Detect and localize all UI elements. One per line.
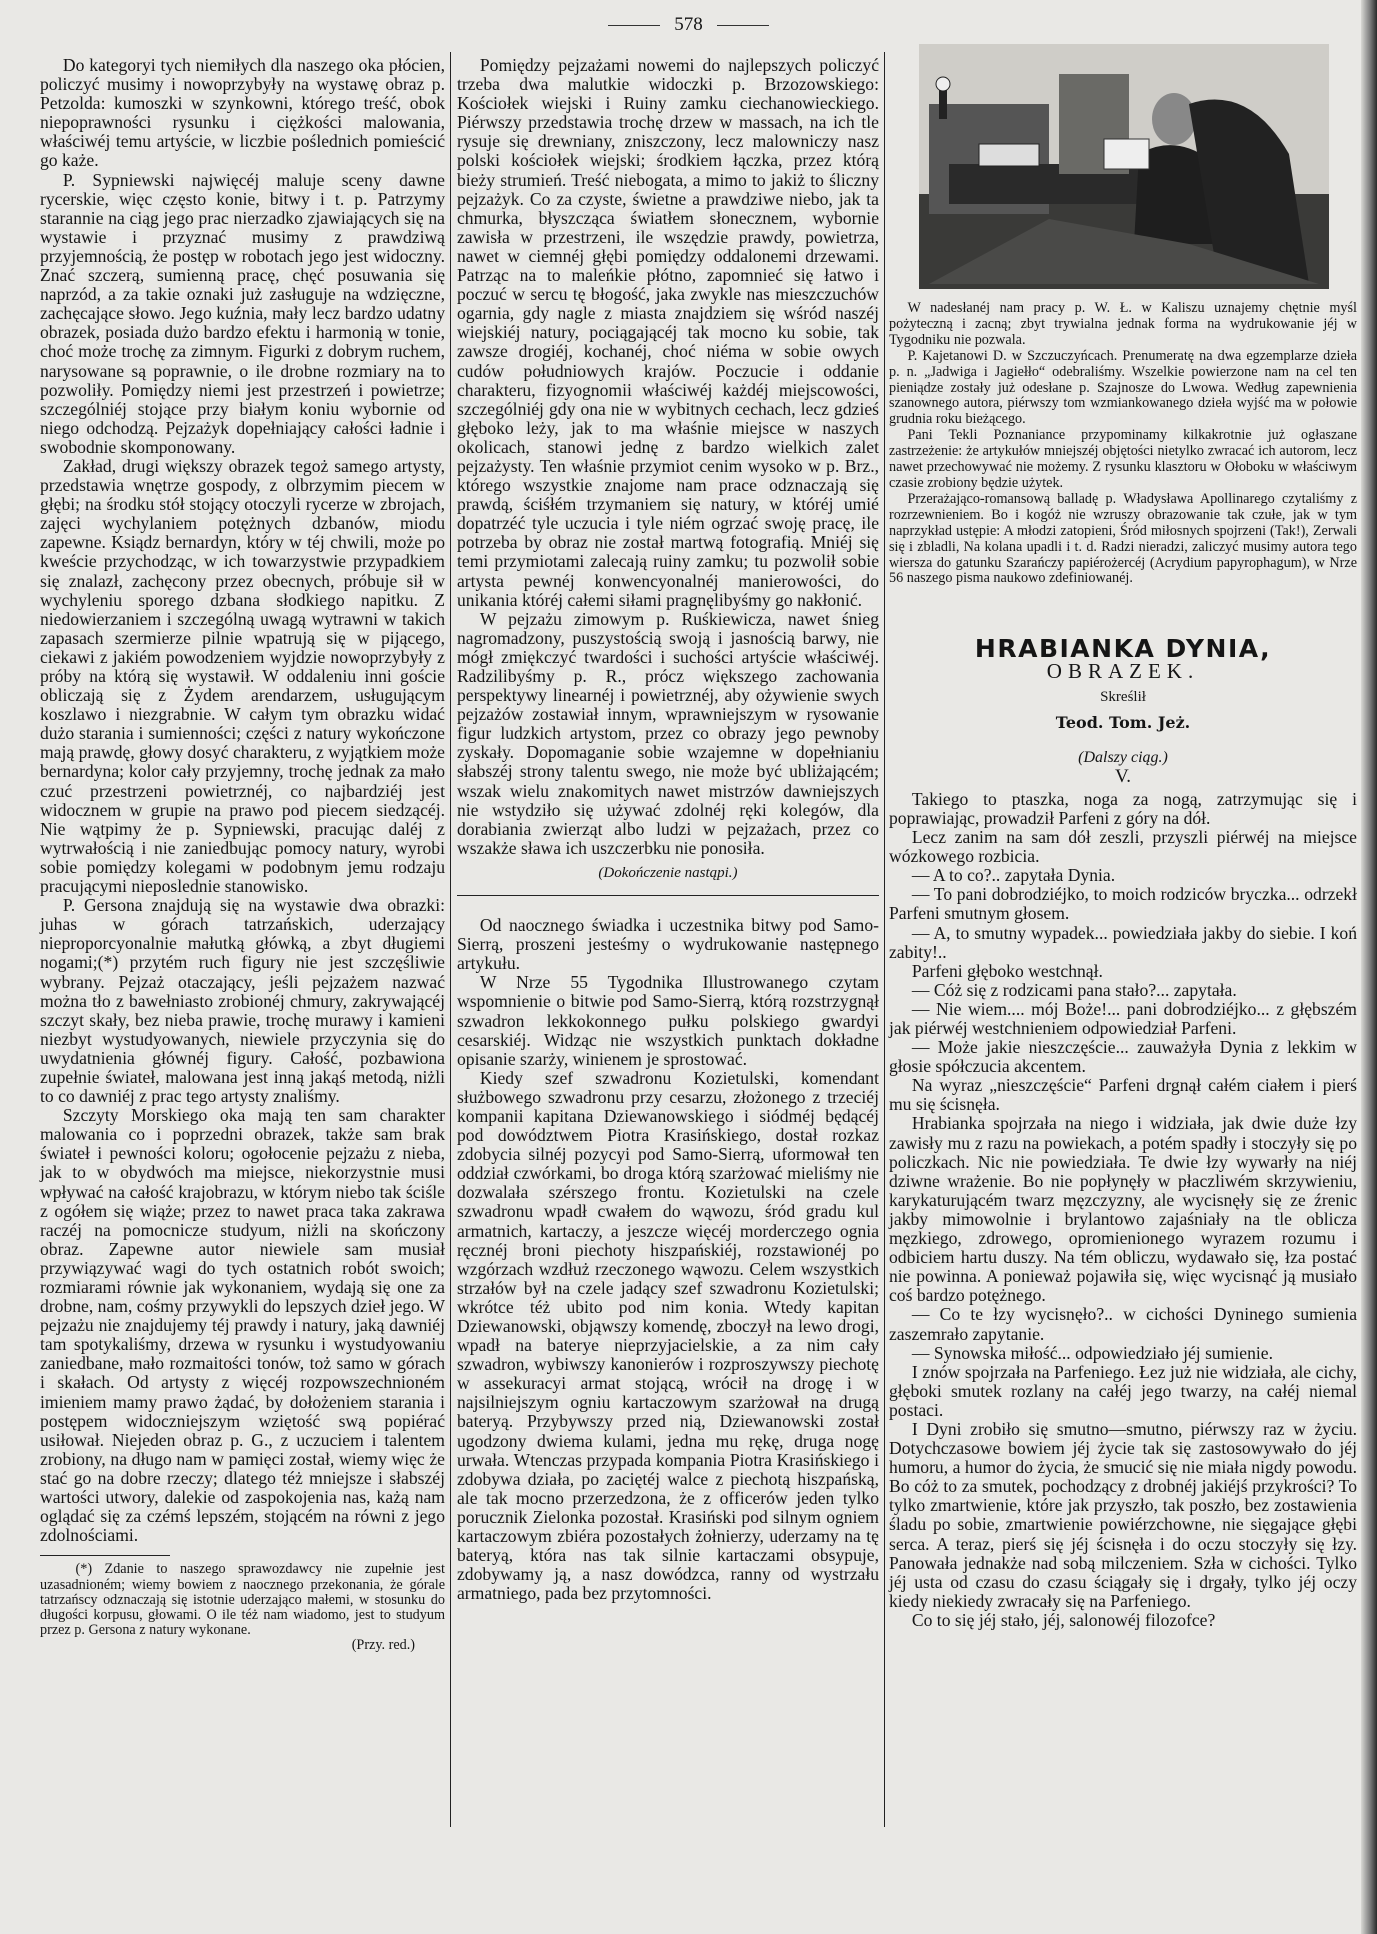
paragraph: Takiego to ptaszka, noga za nogą, zatrzymując się i poprawiając, prowadził Parfeni z góry na dół.	[889, 788, 1357, 828]
paragraph: W pejzażu zimowym p. Ruśkiewicza, nawet śnieg nagromadzony, puszystością swoją i jasnością barwy, nie mógł zmiękczyć twardości i suchości artyście właściwéj. Radzilibyśmy p. R., prócz większego zachowania perspektywy linearnéj i powietrznéj, aby ożywienie swych pejzażów zostawiał innym, wprawniejszym w rysowanie figur ludzkich artystom, przez co obrazy jego pewnoby zyskały. Dopomaganie sobie wzajemne w dopełnianiu słabszéj strony talentu swego, nie może być ubliżającém; wszak wielu znakomitych nawet mistrzów dawniejszych nie wstydziło się używać zdolnéj ręki kolegów, dla dorabiania zwierząt albo ludzi w pejzażach, przez co wszakże sława ich uszczerbku nie ponosiła.	[457, 608, 879, 858]
paragraph: Zakład, drugi większy obrazek tegoż samego artysty, przedstawia wnętrze gospody, z olbrzymim piecem w głębi; na środku stół stojący otoczyli rycerze w zbrojach, zajęci wychylaniem potężnych dzbanów, miodu zapewne. Ksiądz bernardyn, który w téj chwili, może po kweście przychodząc, w ich towarzystwie przypadkiem się znalazł, zachęcony przez obecnych, próbuje sił w wychyleniu sporego dzbana słodkiego napitku. Z niedowierzaniem i szczególną uwagą wytrawni w takich zapasach szermierze pilnie wpatrują się w pijącego, ciekawi z jakiém powodzeniem wyjdzie nowoprzybyły z próby na którą się wystawił. W oddaleniu inni goście obliczają się z Żydem arendarzem, usługującym koszlawo i niezgrabnie. W całym tym obrazku widać dużo starania i sumienności; części z natury wykończone mają prawdę, głowy dosyć charakteru, z wyjątkiem może bernardyna; kolor cały przyjemny, trochę jednak za mało czuć przestrzeni powietrznéj, co najbardziéj jest widocznem w grupie na prawo pod piecem siedzącéj. Nie wątpimy że p. Sypniewski, pracując daléj z wytrwałością i nie zaniedbując pomocy natury, wyrobi sobie pomiędzy kolegami w podobnym jemu rodzaju pracującymi nieposlednie stanowisko.	[40, 455, 445, 897]
paragraph: Hrabianka spojrzała na niego i widziała, jak dwie duże łzy zawisły mu z razu na powiekach, a potém spadły i stoczyły się po policzkach. Nic nie powiedziała. Te dwie łzy wywarły na niéj dziwne wrażenie. Bo nie popłynęły w płaczliwém skrzywieniu, karykaturującém twarz męzczyzny, ale wycisnęły się ze źrenic jakby mimowolnie i brylantowo zajaśniały na tle oblicza męzkiego, zdrowego, opromienionego wyrazem rozumu i odbiciem hartu duszy. Na tém obliczu, wydawało się, łza postać nie powinna. A ponieważ pojawiła się, więc wycisnąć ją musiało coś bardzo potężnego.	[889, 1113, 1357, 1306]
footnote-rule	[40, 1555, 170, 1556]
paragraph: Lecz zanim na sam dół zeszli, przyszli piérwéj na miejsce wózkowego rozbicia.	[889, 827, 1357, 867]
scholar-at-desk-engraving	[889, 44, 1357, 289]
paragraph: — A, to smutny wypadek... powiedziała jakby do siebie. I koń zabity!..	[889, 922, 1357, 962]
engraving-illustration	[889, 44, 1357, 289]
paragraph: — Nie wiem.... mój Boże!... pani dobrodziéjko... z głębszém jak piérwéj westchnieniem odpowiedział Parfeni.	[889, 998, 1357, 1038]
paragraph: Do kategoryi tych niemiłych dla naszego oka płócien, policzyć musimy i nowoprzybyły na wystawę obraz p. Petzolda: kumoszki w szynkowni, którego treść, obok niepoprawności rysunku i ciężkości malowania, właściwéj temu artyście, w liczbie poślednich pomieścić go każe.	[40, 55, 445, 171]
column-divider	[884, 52, 885, 1827]
art-review-text	[40, 56, 445, 1545]
paragraph: Parfeni głęboko westchnął.	[911, 960, 1103, 981]
story-continued: (Dalszy ciąg.)	[1078, 748, 1168, 766]
footnote	[40, 1562, 445, 1653]
paragraph: I znów spojrzała na Parfeniego. Łez już nie widziała, ale cichy, głęboki smutek rozlany na całéj jego twarzy, na całéj niemal postaci.	[889, 1361, 1357, 1420]
story-author: Teod. Tom. Jeż.	[1055, 712, 1191, 732]
page-number: 578	[0, 14, 1377, 36]
footnote-signature: (Przy. red.)	[351, 1637, 415, 1654]
art-review-continued	[457, 56, 879, 858]
story-byline: Skreślił	[1100, 688, 1146, 705]
paragraph: — A to co?.. zapytała Dynia.	[911, 865, 1116, 886]
paragraph: P. Gersona znajdują się na wystawie dwa obrazki: juhas w górach tatrzańskich, uderzający nieproporcyonalnie małutką główką, a zbyt długiemi nogami;(*) przytém ruch figury nie jest szczęśliwie wybrany. Pejzaż otaczający, jeśli pejzażem nazwać można tło z bawełniasto zrobionéj chmury, zakrywającéj szczyt skały, bez nieba prawie, trochę murawy i kamieni niezbyt wystudyowanych, niewiele przyczynia się do uwydatnienia głównéj figury. Całość, pozbawiona zupełnie świateł, malowana jest inną jakąś metodą, niżli to co dawniéj z prac tego artysty znaliśmy.	[40, 895, 445, 1107]
paragraph: — Co te łzy wycisnęło?.. w cichości Dyninego sumienia zaszemrało zapytanie.	[889, 1304, 1357, 1344]
paragraph: P. Kajetanowi D. w Szczuczyńcach. Prenumeratę na dwa egzemplarze dzieła p. n. „Jadwiga i Jagiełło“ odebraliśmy. Wszelkie powierzone nam na cel ten pieniądze zostały już odesłane p. Szajnosze do Lwowa. Według zapewnienia szanownego autora, piérwszy tom wzmiankowanego dzieła wyjść ma w połowie grudnia roku bieżącego.	[889, 347, 1357, 428]
section-rule	[457, 895, 879, 896]
paragraph: W nadesłanéj nam pracy p. W. Ł. w Kaliszu uznajemy chętnie myśl pożyteczną i zacną; zbyt trywialna jednak forma na wydrukowanie jéj w Tygodniku nie pozwala.	[889, 300, 1357, 348]
paragraph: Co to się jéj stało, jéj, salonowéj filozofce?	[911, 1609, 1216, 1630]
paragraph: Od naocznego świadka i uczestnika bitwy pod Samo-Sierrą, proszeni jesteśmy o wydrukowanie następnego artykułu.	[457, 915, 879, 974]
editorial-correspondence	[889, 301, 1357, 587]
paragraph: Przerażająco-romansową balladę p. Władysława Apollinarego czytaliśmy z rozrzewnieniem. Bo i kogóż nie wzruszy obrazowanie tak czułe, jak w tym naprzykład ustępie: A młodzi zatopieni, Śród miłosnych spojrzeni (Tak!), Zerwali się i zbladli, Na kolana upadli i t. d. Radzi nieradzi, zaliczyć musimy autora tego wiersza do gatunku Szarańczy papiérożercéj (Acrydium papyrophagum), w Nrze 56 naszego pisma naukowo zdefiniowanéj.	[889, 490, 1357, 587]
paragraph: W Nrze 55 Tygodnika Illustrowanego czytam wspomnienie o bitwie pod Samo-Sierrą, którą rozstrzygnął szwadron lekkokonnego pułku polskiego gwardyi cesarskiéj. Widząc nie wszystkich punktach dokładne opisanie szarży, winienem je sprostować.	[457, 972, 879, 1069]
paragraph: — Synowska miłość... odpowiedziało jéj sumienie.	[911, 1342, 1273, 1363]
paragraph: P. Sypniewski najwięcéj maluje sceny dawne rycerskie, więc często konie, bitwy i t. p. Patrzymy starannie na ciąg jego prac nierzadko zjawiających się na wystawie i przyznać musimy z prawdziwą przyjemnością, że postęp w robotach jego jest widoczny. Znać szczerą, sumienną pracę, chęć posuwania się naprzód, a za takie oznaki już zasługuje na wdzięczne, zachęcające słowo. Jego kuźnia, mały lecz bardzo udatny obrazek, posiada dużo bardzo efektu i harmonią w tonie, choć może trochę za zimnym. Figurki z dobrym ruchem, narysowane są poprawnie, o ile drobne rozmiary na to pozwoliły. Pomiędzy niemi jest przestrzeń i powietrze; szczególniéj stojące przy białym koniu wybornie od niego odchodzą. Pejzażyk dopełniający całości ładnie i swobodnie skomponowany.	[40, 169, 445, 457]
column-1	[40, 56, 445, 1654]
paragraph: Kiedy szef szwadronu Kozietulski, komendant służbowego szwadronu przy cesarzu, złożonego z trzeciéj kompanii kapitana Dziewanowskiego i siódméj będącéj pod dowództwem Piotra Krasińskiego, dostał rozkaz zdobycia silnéj pozycyi pod Samo-Sierrą, uformował ten oddział czwórkami, bo droga którą szarżować mieliśmy nie dozwalała szérszego frontu. Kozietulski na czele szwadronu wpadł cwałem do wąwozu, śród gradu kul armatnich, kartaczy, a jeszcze więcéj morderczego ognia ręcznéj broni piechoty hiszpańskiéj, rozstawionéj po wzgórzach wzdłuż rzeczonego wąwozu. Celem wszystkich strzałów był na czele jadący szef szwadronu Kozietulski; wkrótce téż ubito pod nim konia. Wtedy kapitan Dziewanowski, objąwszy komendę, zboczył na lewo drogi, wpadł na baterye nieprzyjacielskie, a za nim cały szwadron, wybiwszy kanonierów i rozproszywszy piechotę w assekuracyi armat stojącą, wrócił na drogę i w najsilniejszym ogniu kartaczowym szarżował na drugą bateryą. Przybywszy przed nią, Dziewanowski został ugodzony dwiema kulami, jedna mu rękę, druga nogę urwała. Wtenczas przypada kompania Piotra Krasińskiego i zdobywa działa, po zaciętéj walce z piechotą hiszpańską, ale tak mocno przerzedzona, że z officerów jeden tylko porucznik Zielonka pozostał. Krasiński pod silnym ogniem kartaczowym zbiéra pozostałych żołnierzy, uderzamy na tę bateryą, która nas tak silnie kartaczami obsypuje, zdobywamy ją, a nasz dowódzca, ranny od wystrzału armatniego, pada bez przytomności.	[457, 1067, 879, 1604]
paragraph: Szczyty Morskiego oka mają ten sam charakter malowania co i poprzedni obrazek, także sam brak świateł i pewności koloru; ogołocenie pejzażu z nieba, jak to w obydwóch ma miejsce, niekorzystnie musi wpływać na całość krajobrazu, w którym niebo tak ściśle z ogółem się wiąże; przez to nawet praca taka zakrawa raczéj na pomocnicze studyum, niżli na skończony obraz. Zapewne autor niewiele sam musiał przywiązywać wagi do tych ostatnich robót swoich; rozmiarami równie jak wykonaniem, wydają się one za drobne, nam, cośmy przywykli do lepszych dzieł jego. W pejzażu nie znajdujemy téj prawdy i natury, jaką dawniéj tam spotykaliśmy, drzewa w rysunku i wystudyowaniu zaniedbane, mało rozmaitości tonów, toż samo w górach i skałach. Od artysty z więcéj rozpowszechnioném imieniem mamy prawo żądać, by dołożeniem starania i postępem widoczniejszym wziętość swą popiérać usiłował. Niejeden obraz p. G., z uczuciem i talentem zrobiony, na długo nam w pamięci został, wiemy więc że stać go na dobre rzeczy; dlatego téż mniejsze i słabszéj wartości utwory, dalekie od zaspokojenia nas, każą nam oglądać się za czémś lepszém, stojącém na równi z jego zdolnościami.	[40, 1105, 445, 1546]
paragraph: — To pani dobrodziéjko, to moich rodziców bryczka... odrzekł Parfeni smutnym głosem.	[889, 884, 1357, 924]
story-text	[889, 790, 1357, 1630]
to-be-continued: (Dokończenie nastąpi.)	[598, 864, 738, 881]
column-2	[457, 56, 879, 1603]
paragraph: Pani Tekli Poznaniance przypominamy kilkakrotnie już ogłaszane zastrzeżenie: że artykułów mniejszéj objętości nietylko zwracać ich autorom, lecz nawet przechowywać nie możemy. Z rysunku klasztoru w Ołoboku w właściwym czasie zrobiony będzie użytek.	[889, 427, 1357, 491]
paragraph: — Cóż się z rodzicami pana stało?... zapytała.	[911, 979, 1237, 1000]
samosierra-article	[457, 916, 879, 1603]
story-subtitle: OBRAZEK.	[1046, 659, 1200, 684]
paragraph: I Dyni zrobiło się smutno—smutno, piérwszy raz w życiu. Dotychczasowe bowiem jéj życie tak się zastosowywało do jéj humoru, a humor do życia, że smucić się nie miała nigdy powodu. Bo cóż to za smutek, pochodzący z drobnéj jakiéjś przykrości? To tylko zmartwienie, które jak przyszło, tak poszło, bez zostawienia śladu po sobie, zmartwienie powiérzchowne, nie sięgające głębi serca. A teraz, pierś się jéj ścisnęła i do oczu stoczyły się łzy. Panowała jednakże nad sobą milczeniem. Szła w cichości. Tylko jéj usta od czasu do czasu ściągały się i drgały, tylko jéj oczy kiedy niekiedy zwracały się na Parfeniego.	[889, 1418, 1357, 1611]
paragraph: Pomiędzy pejzażami nowemi do najlepszych policzyć trzeba dwa malutkie widoczki p. Brzozowskiego: Kościołek wiejski i Ruiny zamku ciechanowieckiego. Piérwszy przedstawia trochę drzew w massach, na ich tle rysuje się drewniany, zniszczony, lecz malowniczy nasz polski kościołek wiejski; środkiem łączka, przez którą bieży strumień. Treść niebogata, a mimo to jakiż to śliczny pejzażyk. Co za czyste, świetne a prawdziwe niebo, jak ta chmurka, błyszcząca światłem słonecznem, wybornie zawisła w przestrzeni, ile wszędzie prawdy, powietrza, nawet w ciemnéj głębi pomiędzy oddalonemi drzewami. Patrząc na to maleńkie płótno, zapomnieć się łatwo i poczuć w sercu tę błogość, jaka zwykle nas mieszczuchów ogarnia, gdy nagle z miasta znajdziem się wśród naszéj wiejskiéj natury, pociągającéj tak mocno ku sobie, tak zawsze drogiéj, kochanéj, choć niéma w sobie owych cudów południowych krajów. Poczucie i oddanie charakteru, fizyognomii właściwéj każdéj miejscowości, szczególniéj gdy ona nie w wybitnych cechach, lecz gdzieś głęboko leży, jak to ma właśnie miejsce w naszych okolicach, stanowi jednę z bardzo wielkich zalet pejzażysty. Ten właśnie przymiot cenim wysoko w p. Brz., którego wszystkie znajome nam prace odznaczają się prawdą, ściśłém trzymaniem się natury, w któréj umié dopatrzéć tyle uczucia i tyle niém ogrzać swoję pracę, ile potrzeba by obraz nie został martwą fotografią. Mniéj się temi przymiotami zalecają ruiny zamku; tu pozwolił sobie artysta pewnéj konwencyonalnéj manierowości, do unikania któréj całemi siłami pragnęlibyśmy go nakłonić.	[457, 55, 879, 610]
story-title: HRABIANKA DYNIA,	[974, 634, 1272, 664]
column-divider	[450, 52, 451, 1827]
paragraph: — Może jakie nieszczęście... zauważyła Dynia z lekkim w głosie spółczucia akcentem.	[889, 1037, 1357, 1077]
footnote-text: (*) Zdanie to naszego sprawozdawcy nie zupełnie jest uzasadnioném; wiemy bowiem z naocznego przekonania, że górale tatrzańscy odznaczają się istotnie uderzająco małemi, w stosunku do długości korpusu, głowami. O ile téż nam wiadomo, jest to studyum przez p. Gersona z natury wykonane.	[40, 1561, 445, 1639]
chapter-number: V.	[1114, 765, 1132, 787]
paragraph: Na wyraz „nieszczęście“ Parfeni drgnął całém ciałem i pierś mu się ścisnęła.	[889, 1075, 1357, 1115]
book-spine-edge	[1361, 0, 1377, 1934]
column-3	[889, 44, 1357, 1630]
